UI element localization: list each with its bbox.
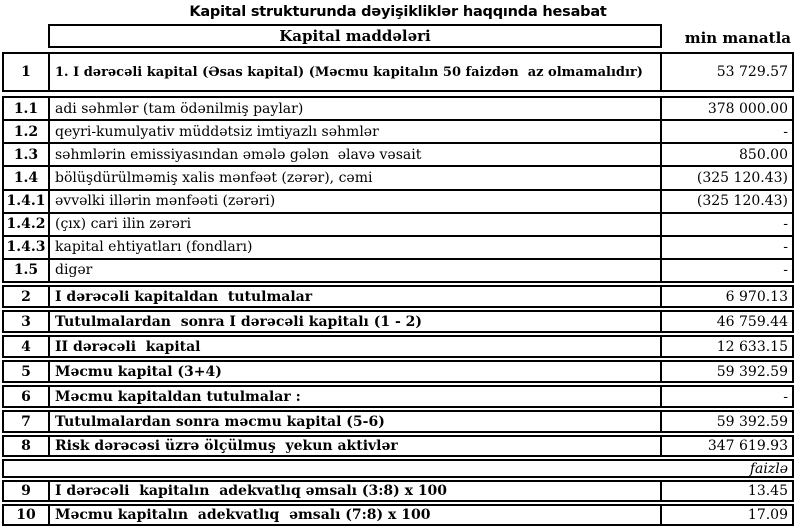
row-box	[2, 435, 794, 457]
row-number-cell: 5	[4, 362, 50, 381]
row-label-cell: əvvəlki illərin mənfəəti (zərəri)	[55, 193, 276, 210]
row-value-cell: 59 392.59	[660, 412, 792, 431]
row-label-cell: adi səhmlər (tam ödənilmiş paylar)	[55, 100, 304, 117]
row-label-cell: II dərəcəli kapital	[55, 338, 201, 355]
capital-table	[2, 52, 794, 526]
row-label-cell: Məcmu kapital (3+4)	[55, 363, 222, 380]
table-row	[4, 461, 792, 476]
table-row	[4, 337, 792, 356]
report-title: Kapital strukturunda dəyişikliklər haqqında hesabat	[189, 4, 607, 20]
header-unit-label: min manatla	[684, 29, 791, 47]
row-value-cell: -	[660, 121, 792, 142]
row-box	[2, 96, 794, 283]
table-row	[4, 165, 792, 188]
table-row	[4, 482, 792, 500]
row-number-cell: 1	[4, 54, 50, 90]
table-row	[4, 142, 792, 165]
row-label-cell: digər	[55, 262, 93, 279]
row-label-cell: I dərəcəli kapitaldan tutulmalar	[55, 288, 313, 305]
row-box	[2, 52, 794, 92]
row-label-cell: I dərəcəli kapitalın adekvatlıq əmsalı (3:8) x 100	[55, 483, 448, 499]
row-value-cell: -	[660, 214, 792, 235]
row-value-cell: 13.45	[660, 482, 792, 500]
row-label-cell: Tutulmalardan sonra məcmu kapital (5-6)	[55, 413, 385, 430]
row-value-cell: 378 000.00	[660, 98, 792, 119]
table-row	[4, 212, 792, 235]
table-header-row	[2, 24, 794, 48]
row-value-cell: -	[660, 260, 792, 281]
table-row	[4, 189, 792, 212]
header-spacer	[2, 24, 48, 48]
row-label-cell: kapital ehtiyatları (fondları)	[55, 239, 253, 256]
row-value-cell: 6 970.13	[660, 287, 792, 306]
table-row	[4, 312, 792, 331]
row-box	[2, 285, 794, 308]
row-value-cell: 53 729.57	[660, 54, 792, 90]
row-number-cell: 1.2	[4, 121, 50, 142]
row-value-cell: 59 392.59	[660, 362, 792, 381]
row-box	[2, 480, 794, 502]
row-number-cell: 1.1	[4, 98, 50, 119]
row-label-cell: (çıx) cari ilin zərəri	[55, 216, 192, 233]
row-label-cell: Məcmu kapitaldan tutulmalar :	[55, 388, 301, 405]
row-number-cell: 8	[4, 437, 50, 455]
row-box	[2, 310, 794, 333]
row-number-cell: 4	[4, 337, 50, 356]
header-items-label: Kapital maddələri	[48, 24, 662, 48]
row-value-cell: -	[660, 387, 792, 406]
row-label-cell: Risk dərəcəsi üzrə ölçülmuş yekun aktivlər	[55, 438, 398, 454]
table-row	[4, 54, 792, 90]
row-value-cell: (325 120.43)	[660, 167, 792, 188]
row-label-cell: bölüşdürülməmiş xalis mənfəət (zərər), cəmi	[55, 169, 373, 186]
row-number-cell: 2	[4, 287, 50, 306]
row-box	[2, 360, 794, 383]
row-value-cell: 12 633.15	[660, 337, 792, 356]
table-row	[4, 287, 792, 306]
row-label-cell: qeyri-kumulyativ müddətsiz imtiyazlı səhmlər	[55, 123, 379, 140]
row-number-cell: 9	[4, 482, 50, 500]
row-number-cell: 3	[4, 312, 50, 331]
table-row	[4, 119, 792, 142]
row-box	[2, 335, 794, 358]
row-number-cell: 1.4.3	[4, 237, 50, 258]
row-value-cell: 17.09	[660, 506, 792, 524]
row-number-cell: 1.4.2	[4, 214, 50, 235]
row-box	[2, 504, 794, 526]
row-value-cell: 850.00	[660, 144, 792, 165]
row-label-cell: səhmlərin emissiyasından əmələ gələn əlavə vəsait	[55, 146, 422, 163]
row-label-cell: Tutulmalardan sonra I dərəcəli kapitalı (1 - 2)	[55, 313, 422, 330]
row-box	[2, 385, 794, 408]
row-number-cell: 1.5	[4, 260, 50, 281]
table-row	[4, 506, 792, 524]
table-row	[4, 98, 792, 119]
row-value-cell: 46 759.44	[660, 312, 792, 331]
row-box	[2, 410, 794, 433]
row-number-cell: 7	[4, 412, 50, 431]
row-number-cell: 6	[4, 387, 50, 406]
row-value-cell: (325 120.43)	[660, 191, 792, 212]
table-row	[4, 362, 792, 381]
row-value-cell: -	[660, 237, 792, 258]
table-row	[4, 235, 792, 258]
table-row	[4, 437, 792, 455]
row-number-cell: 10	[4, 506, 50, 524]
row-value-cell: 347 619.93	[660, 437, 792, 455]
table-row	[4, 412, 792, 431]
table-row	[4, 387, 792, 406]
percent-unit-row-box	[2, 459, 794, 478]
row-number-cell: 1.3	[4, 144, 50, 165]
row-number-cell: 1.4	[4, 167, 50, 188]
row-number-cell: 1.4.1	[4, 191, 50, 212]
row-label-cell: Məcmu kapitalın adekvatlıq əmsalı (7:8) x 100	[55, 507, 431, 523]
table-row	[4, 258, 792, 281]
row-label-cell: 1. I dərəcəli kapital (Əsas kapital) (Məcmu kapitalın 50 faizdən az olmamalıdır)	[55, 64, 643, 80]
percent-unit-label: faizlə	[749, 460, 788, 477]
